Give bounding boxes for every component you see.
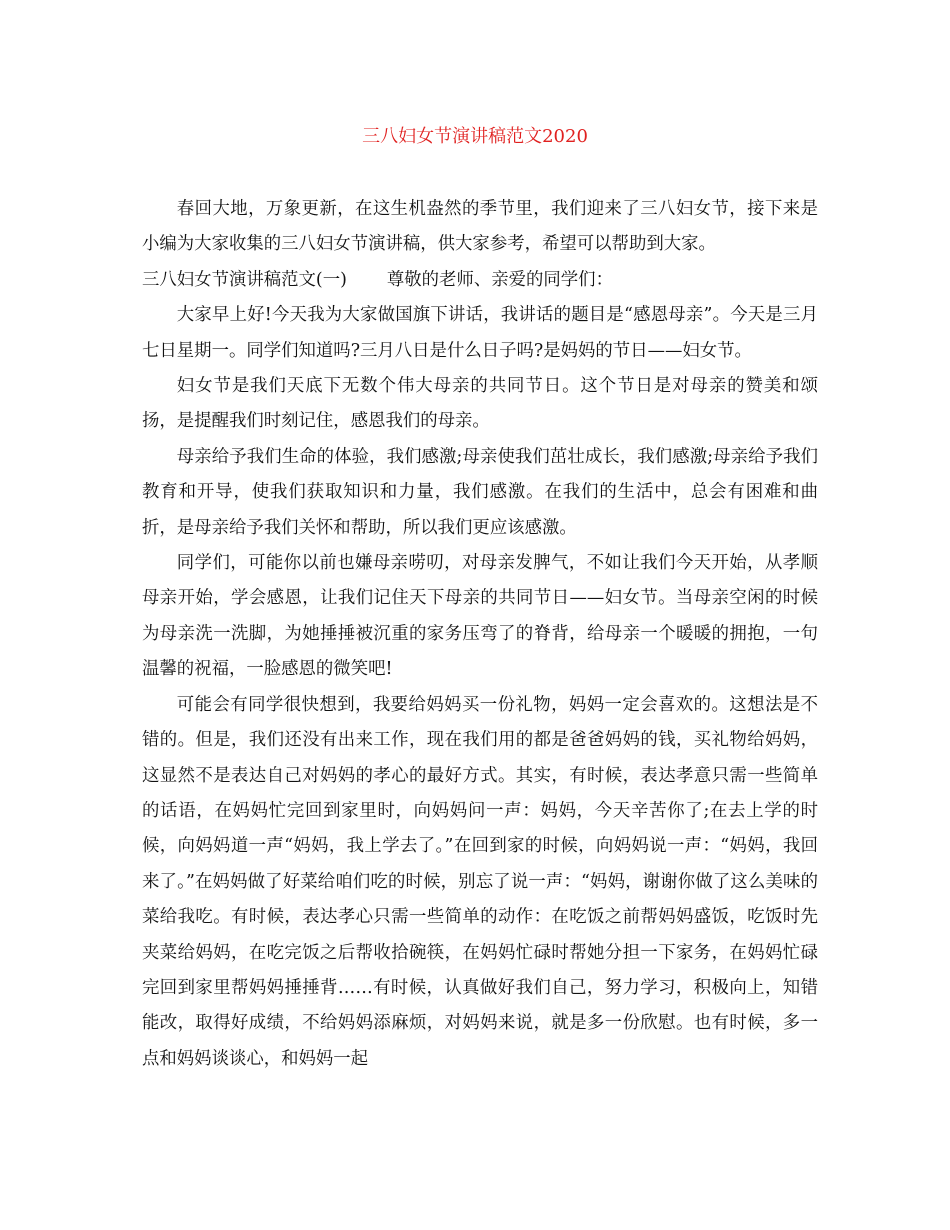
body-paragraph: 同学们，可能你以前也嫌母亲唠叨，对母亲发脾气，不如让我们今天开始，从孝顺母亲开始，学会感恩，让我们记住天下母亲的共同节日——妇女节。当母亲空闲的时候为母亲洗一洗脚，为她捶捶被沉重的家务压弯了的脊背，给母亲一个暖暖的拥抱，一句温馨的祝福，一脸感恩的微笑吧!	[142, 553, 818, 680]
salutation: 尊敬的老师、亲爱的同学们：	[386, 269, 613, 290]
body-paragraph: 妇女节是我们天底下无数个伟大母亲的共同节日。这个节日是对母亲的赞美和颂扬，是提醒我们时刻记住，感恩我们的母亲。	[142, 376, 818, 432]
body-paragraph: 母亲给予我们生命的体验，我们感激;母亲使我们茁壮成长，我们感激;母亲给予我们教育和开导，使我们获取知识和力量，我们感激。在我们的生活中，总会有困难和曲折，是母亲给予我们关怀和帮助，所以我们更应该感激。	[142, 446, 818, 538]
section-heading: 三八妇女节演讲稿范文(一)	[142, 269, 347, 290]
section-heading-line	[142, 263, 818, 298]
document-title: 三八妇女节演讲稿范文2020	[362, 126, 588, 147]
body-paragraph: 大家早上好!今天我为大家做国旗下讲话，我讲话的题目是“感恩母亲”。今天是三月七日星期一。同学们知道吗?三月八日是什么日子吗?是妈妈的节日——妇女节。	[142, 305, 818, 361]
document-body	[142, 192, 818, 1077]
body-paragraph: 可能会有同学很快想到，我要给妈妈买一份礼物，妈妈一定会喜欢的。这想法是不错的。但是，我们还没有出来工作，现在我们用的都是爸爸妈妈的钱，买礼物给妈妈，这显然不是表达自己对妈妈的孝心的最好方式。其实，有时候，表达孝意只需一些简单的话语，在妈妈忙完回到家里时，向妈妈问一声：妈妈，今天辛苦你了;在去上学的时候，向妈妈道一声“妈妈，我上学去了。”在回到家的时候，向妈妈说一声：“妈妈，我回来了。”在妈妈做了好菜给咱们吃的时候，别忘了说一声：“妈妈，谢谢你做了这么美味的菜给我吃。有时候，表达孝心只需一些简单的动作：在吃饭之前帮妈妈盛饭，吃饭时先夹菜给妈妈，在吃完饭之后帮收拾碗筷，在妈妈忙碌时帮她分担一下家务，在妈妈忙碌完回到家里帮妈妈捶捶背……有时候，认真做好我们自己，努力学习，积极向上，知错能改，取得好成绩，不给妈妈添麻烦，对妈妈来说，就是多一份欣慰。也有时候，多一点和妈妈谈谈心，和妈妈一起	[142, 694, 818, 1069]
intro-paragraph: 春回大地，万象更新，在这生机盎然的季节里，我们迎来了三八妇女节，接下来是小编为大家收集的三八妇女节演讲稿，供大家参考，希望可以帮助到大家。	[142, 199, 818, 255]
